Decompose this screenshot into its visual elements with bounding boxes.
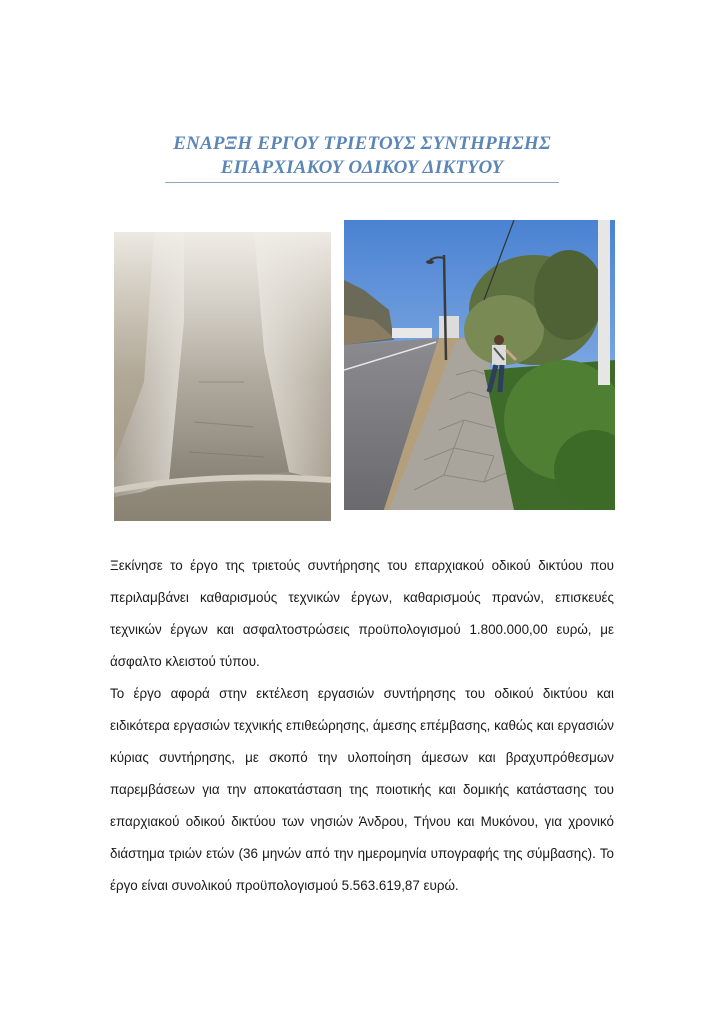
title-line-2: ΕΠΑΡΧΙΑΚΟΥ ΟΔΙΚΟΥ ΔΙΚΤΥΟΥ (220, 157, 504, 178)
title-line-1: ΕΝΑΡΞΗ ΕΡΓΟΥ ΤΡΙΕΤΟΥΣ ΣΥΝΤΗΡΗΣΗΣ (173, 133, 551, 154)
photo-roadside-maintenance (344, 220, 615, 510)
paragraph: Ξεκίνησε το έργο της τριετούς συντήρησης του επαρχιακού οδικού δικτύου που περιλαμβάνει καθαρισμούς τεχνικών έργων, καθαρισμούς πρανών, επισκευές τεχνικών έργων και ασφαλτοστρώσεις προϋπολογισμού 1.800.000,00 ευρώ, με άσφαλτο κλειστού τύπου. (110, 558, 614, 669)
title-underline (165, 182, 559, 183)
photo-drainage-channel (114, 232, 331, 521)
paragraph: Το έργο αφορά στην εκτέλεση εργασιών συντήρησης του οδικού δικτύου και ειδικότερα εργασιών τεχνικής επιθεώρησης, άμεσης επέμβασης, καθώς και εργασιών κύριας συντήρησης, με σκοπό την υλοποίηση άμεσων και βραχυπρόθεσμων παρεμβάσεων για την αποκατάσταση της ποιοτικής και δομικής κατάστασης του επαρχιακού οδικού δικτύου των νησιών Άνδρου, Τήνου και Μυκόνου, για χρονικό διάστημα τριών ετών (36 μηνών από την ημερομηνία υπογραφής της σύμβασης). Το έργο είναι συνολικού προϋπολογισμού 5.563.619,87 ευρώ. (110, 686, 614, 893)
body-text (110, 550, 614, 902)
document-title (150, 132, 574, 180)
